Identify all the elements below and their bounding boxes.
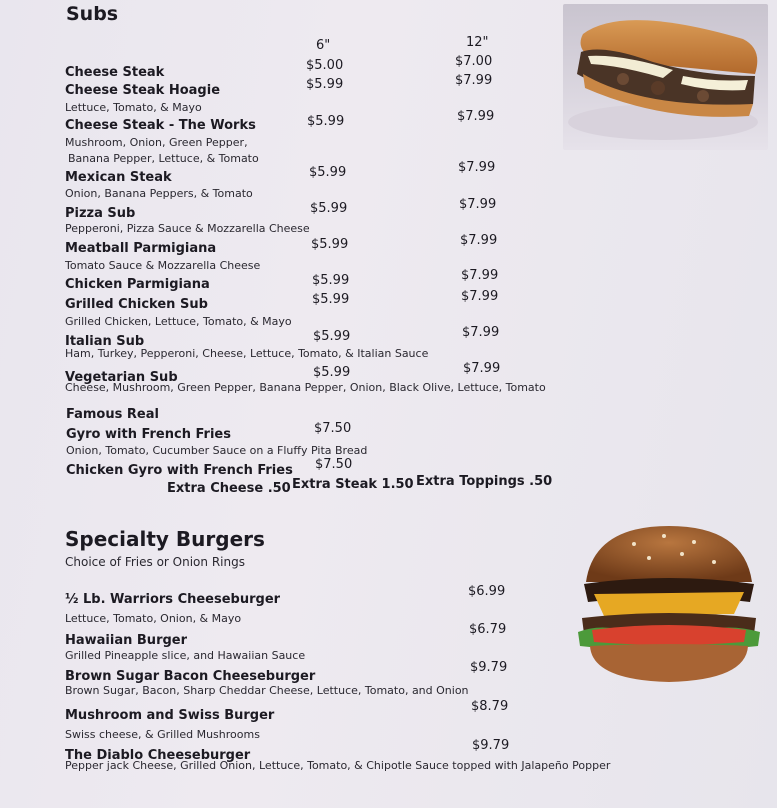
menu-item-name: Italian Sub: [65, 334, 145, 349]
menu-item-price-6: $5.99: [309, 165, 347, 180]
menu-item-description: Grilled Pineapple slice, and Hawaiian Sauce: [65, 649, 306, 662]
menu-item-name: Cheese Steak: [65, 65, 165, 80]
menu-item-name: Grilled Chicken Sub: [65, 297, 208, 312]
menu-item-price-12: $7.99: [461, 289, 499, 304]
cheeseburger-photo: [574, 522, 764, 690]
menu-item-name-line2: Gyro with French Fries: [66, 427, 231, 442]
menu-item-name: Cheese Steak - The Works: [65, 118, 256, 133]
menu-item-name: Hawaiian Burger: [65, 633, 188, 648]
menu-item-description: Grilled Chicken, Lettuce, Tomato, & Mayo: [65, 315, 292, 328]
menu-item-description: Swiss cheese, & Grilled Mushrooms: [65, 728, 260, 741]
menu-item-price-6: $5.99: [313, 365, 351, 380]
menu-item-price: $7.50: [314, 421, 352, 436]
menu-item-price: $7.50: [315, 457, 353, 472]
menu-item-price-6: $5.99: [306, 77, 344, 92]
menu-item-description: Brown Sugar, Bacon, Sharp Cheddar Cheese, Lettuce, Tomato, and Onion: [65, 684, 469, 697]
cheesesteak-sub-illustration: [563, 4, 768, 150]
menu-item-price-12: $7.99: [462, 325, 500, 340]
menu-item-name: Vegetarian Sub: [65, 370, 178, 385]
menu-item-name: Pizza Sub: [65, 206, 136, 221]
menu-item-price: $9.79: [472, 738, 510, 753]
menu-item-description: Ham, Turkey, Pepperoni, Cheese, Lettuce, Tomato, & Italian Sauce: [65, 347, 429, 360]
menu-item-name: ½ Lb. Warriors Cheeseburger: [65, 592, 281, 607]
menu-item-description: Cheese, Mushroom, Green Pepper, Banana Pepper, Onion, Black Olive, Lettuce, Tomato: [65, 381, 546, 394]
cheeseburger-illustration: [574, 522, 764, 690]
menu-item-price-6: $5.00: [306, 58, 344, 73]
menu-item-description: Lettuce, Tomato, & Mayo: [65, 101, 202, 114]
menu-item-price-6: $5.99: [312, 292, 350, 307]
menu-item-price: $9.79: [470, 660, 508, 675]
menu-item-price-12: $7.99: [460, 233, 498, 248]
menu-item-price-6: $5.99: [310, 201, 348, 216]
menu-item-description: Mushroom, Onion, Green Pepper,: [65, 136, 248, 149]
menu-item-description: Pepperoni, Pizza Sauce & Mozzarella Cheese: [65, 222, 310, 235]
menu-item-price-12: $7.99: [463, 361, 501, 376]
menu-item-name: Famous Real: [66, 407, 159, 422]
menu-item-description: Banana Pepper, Lettuce, & Tomato: [68, 152, 259, 165]
menu-item-price-12: $7.99: [461, 268, 499, 283]
menu-item-price-12: $7.99: [458, 160, 496, 175]
menu-item-price: $6.79: [469, 622, 507, 637]
menu-item-description: Tomato Sauce & Mozzarella Cheese: [65, 259, 261, 272]
menu-item-name: Meatball Parmigiana: [65, 241, 217, 256]
menu-item-price-6: $5.99: [312, 273, 350, 288]
cheesesteak-sub-photo: [563, 4, 768, 150]
menu-item-price-6: $5.99: [307, 114, 345, 129]
extra-toppings-price: Extra Toppings .50: [416, 474, 553, 489]
menu-item-price-12: $7.99: [455, 73, 493, 88]
burgers-heading: Specialty Burgers: [65, 527, 265, 551]
burgers-subheading: Choice of Fries or Onion Rings: [65, 555, 245, 569]
menu-item-price: $8.79: [471, 699, 509, 714]
menu-item-price-12: $7.00: [455, 54, 493, 69]
menu-item-name: The Diablo Cheeseburger: [65, 748, 251, 763]
menu-item-price-12: $7.99: [459, 197, 497, 212]
menu-item-price: $6.99: [468, 584, 506, 599]
size-header-6-inch: 6": [316, 38, 331, 53]
menu-item-description: Onion, Banana Peppers, & Tomato: [65, 187, 253, 200]
size-header-12-inch: 12": [466, 35, 489, 50]
menu-item-name: Mushroom and Swiss Burger: [65, 708, 275, 723]
menu-item-description: Onion, Tomato, Cucumber Sauce on a Fluffy Pita Bread: [66, 444, 368, 457]
menu-item-price-6: $5.99: [311, 237, 349, 252]
extra-steak-price: Extra Steak 1.50: [292, 477, 414, 492]
menu-item-description: Pepper jack Cheese, Grilled Onion, Lettuce, Tomato, & Chipotle Sauce topped with Jalapeño Popper: [65, 759, 611, 772]
extra-cheese-price: Extra Cheese .50: [167, 481, 291, 496]
menu-item-name: Cheese Steak Hoagie: [65, 83, 221, 98]
menu-item-name: Chicken Parmigiana: [65, 277, 210, 292]
menu-item-name: Mexican Steak: [65, 170, 172, 185]
menu-item-name: Chicken Gyro with French Fries: [66, 463, 293, 478]
menu-item-name: Brown Sugar Bacon Cheeseburger: [65, 669, 316, 684]
menu-item-description: Lettuce, Tomato, Onion, & Mayo: [65, 612, 242, 625]
subs-heading: Subs: [66, 3, 119, 25]
menu-item-price-12: $7.99: [457, 109, 495, 124]
menu-item-price-6: $5.99: [313, 329, 351, 344]
